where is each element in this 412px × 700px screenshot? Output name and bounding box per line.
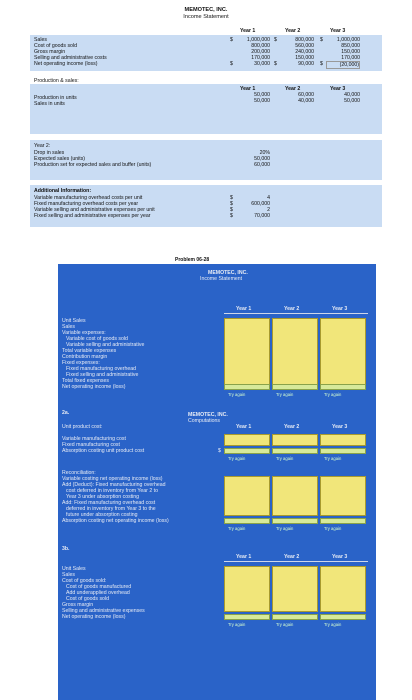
header-underline	[224, 313, 368, 314]
try-again-link[interactable]: Try again	[324, 392, 342, 397]
income-label-gross-margin: Gross margin	[34, 49, 66, 55]
try-again-link[interactable]: Try again	[228, 526, 246, 531]
income-value: 90,000	[298, 61, 314, 67]
row-label: Variable cost of goods sold	[66, 336, 128, 342]
year-3-reconciliation-cells[interactable]	[320, 476, 366, 516]
income-value: 1,000,000	[336, 37, 360, 43]
year-1-header: Year 1	[236, 306, 252, 312]
year-3-absorption-noi-cell[interactable]	[320, 518, 366, 524]
year-1-header: Year 1	[240, 86, 256, 92]
statement-title: Income Statement	[200, 276, 243, 282]
header-underline	[224, 561, 368, 562]
additional-value: 70,000	[254, 213, 270, 219]
year-2-absorption-cells[interactable]	[272, 566, 318, 612]
production-label: Sales in units	[34, 101, 65, 107]
row-label: Sales	[62, 324, 75, 330]
row-label: future under absorption costing	[66, 512, 138, 518]
income-label-cogs: Cost of goods sold	[34, 43, 77, 49]
year-1-final-noi-cell[interactable]	[224, 614, 270, 620]
problem-header-bar	[58, 256, 376, 264]
row-label: Add (Deduct): Fixed manufacturing overhead	[62, 482, 166, 488]
dollar-sign: $	[274, 37, 277, 43]
year-2-absorption-noi-cell[interactable]	[272, 518, 318, 524]
try-again-link[interactable]: Try again	[276, 526, 294, 531]
row-label: Absorption costing unit product cost	[62, 448, 145, 454]
year-2-value: 60,000	[254, 162, 270, 168]
dollar-sign: $	[230, 201, 233, 207]
year-1-header: Year 1	[236, 424, 252, 430]
production-value: 40,000	[344, 92, 360, 98]
row-label: Variable costing net operating income (loss)	[62, 476, 163, 482]
row-label: Unit product cost:	[62, 424, 103, 430]
row-label: Unit Sales	[62, 566, 86, 572]
try-again-link[interactable]: Try again	[276, 456, 294, 461]
year-3-unit-cost-cell[interactable]	[320, 448, 366, 454]
year-2-header: Year 2	[284, 424, 300, 430]
problem-title: Problem 06-28	[175, 257, 210, 263]
production-label: Production in units	[34, 95, 77, 101]
try-again-link[interactable]: Try again	[228, 456, 246, 461]
year-3-cost-cells[interactable]	[320, 434, 366, 446]
row-label: Year 3 under absorption costing	[66, 494, 140, 500]
row-label: Fixed manufacturing overhead	[66, 366, 137, 372]
computations-title: Computations	[188, 418, 221, 424]
company-name: MEMOTEC, INC.	[208, 270, 248, 276]
year-2-header: Year 2	[284, 306, 300, 312]
row-label: Sales	[62, 572, 75, 578]
row-label: Cost of goods sold:	[62, 578, 107, 584]
year-2-reconciliation-cells[interactable]	[272, 476, 318, 516]
dollar-sign: $	[218, 448, 221, 454]
row-label: deferred in inventory from Year 3 to the	[66, 506, 156, 512]
year-2-input-cells[interactable]	[272, 318, 318, 388]
income-value: 850,000	[341, 43, 360, 49]
row-label: Add: Fixed manufacturing overhead cost	[62, 500, 156, 506]
year-2-label: Drop in sales	[34, 150, 65, 156]
year-1-header: Year 1	[240, 28, 256, 34]
dollar-sign: $	[230, 37, 233, 43]
row-label: Fixed manufacturing cost	[62, 442, 120, 448]
row-label: Net operating income (loss)	[62, 614, 126, 620]
production-value: 50,000	[344, 98, 360, 104]
row-label: Fixed selling and administrative	[66, 372, 139, 378]
additional-label: Variable manufacturing overhead costs per unit	[34, 195, 143, 201]
computations-company: MEMOTEC, INC.	[188, 412, 228, 418]
income-value: 240,000	[295, 49, 314, 55]
year-1-absorption-noi-cell[interactable]	[224, 518, 270, 524]
production-value: 40,000	[298, 98, 314, 104]
income-value: (20,000)	[326, 61, 360, 69]
year-3-header: Year 3	[332, 424, 348, 430]
row-label: Variable selling and administrative	[66, 342, 145, 348]
try-again-link[interactable]: Try again	[324, 456, 342, 461]
additional-value: 2	[267, 207, 270, 213]
dollar-sign: $	[230, 207, 233, 213]
row-label: Variable expenses:	[62, 330, 106, 336]
statement-title: Income Statement	[183, 14, 229, 20]
income-value: 200,000	[251, 49, 270, 55]
additional-value: 600,000	[251, 201, 270, 207]
income-value: 800,000	[295, 37, 314, 43]
row-label: Cost of goods sold	[66, 596, 109, 602]
dollar-sign: $	[320, 61, 323, 67]
row-label: Cost of goods manufactured	[66, 584, 132, 590]
year-2-header: Year 2	[284, 554, 300, 560]
dollar-sign: $	[230, 195, 233, 201]
year-1-input-cells[interactable]	[224, 318, 270, 388]
income-value: 560,000	[295, 43, 314, 49]
income-label-noi: Net operating income (loss)	[34, 61, 98, 67]
try-again-link[interactable]: Try again	[324, 526, 342, 531]
year-3-input-cells[interactable]	[320, 318, 366, 388]
income-value: 170,000	[341, 55, 360, 61]
row-label: Gross margin	[62, 602, 94, 608]
row-label: Fixed expenses:	[62, 360, 100, 366]
try-again-link[interactable]: Try again	[276, 392, 294, 397]
year-1-reconciliation-cells[interactable]	[224, 476, 270, 516]
year-1-cost-cells[interactable]	[224, 434, 270, 446]
row-label: Contribution margin	[62, 354, 108, 360]
part-2a-label: 2a.	[62, 410, 70, 416]
row-label: Selling and administrative expenses	[62, 608, 145, 614]
year-3-noi-cell[interactable]	[320, 384, 366, 390]
year-2-header: Year 2:	[34, 143, 51, 149]
year-3-header: Year 3	[332, 554, 348, 560]
worksheet-area	[58, 264, 376, 700]
row-label: Net operating income (loss)	[62, 384, 126, 390]
dollar-sign: $	[320, 37, 323, 43]
row-label: Unit Sales	[62, 318, 86, 324]
dollar-sign: $	[230, 61, 233, 67]
dollar-sign: $	[274, 61, 277, 67]
row-label: Reconciliation:	[62, 470, 96, 476]
additional-label: Fixed manufacturing overhead costs per year	[34, 201, 139, 207]
year-2-label: Expected sales (units)	[34, 156, 86, 162]
part-3b-label: 3b.	[62, 546, 70, 552]
year-3-header: Year 3	[332, 306, 348, 312]
year-2-unit-cost-cell[interactable]	[272, 448, 318, 454]
additional-info-header: Additional Information:	[34, 188, 92, 194]
dollar-sign: $	[230, 213, 233, 219]
given-data-sheet	[30, 0, 382, 230]
year-3-absorption-cells[interactable]	[320, 566, 366, 612]
row-label: Total variable expenses	[62, 348, 117, 354]
row-label: cost deferred in inventory from Year 2 to	[66, 488, 158, 494]
row-label: Variable manufacturing cost	[62, 436, 126, 442]
try-again-link[interactable]: Try again	[228, 392, 246, 397]
income-label-selling-admin: Selling and administrative costs	[34, 55, 107, 61]
year-1-header: Year 1	[236, 554, 252, 560]
year-2-label: Production set for expected sales and buffer (units)	[34, 162, 152, 168]
year-1-absorption-cells[interactable]	[224, 566, 270, 612]
production-value: 60,000	[298, 92, 314, 98]
try-again-link[interactable]: Try again	[228, 622, 246, 627]
year-2-header: Year 2	[285, 28, 301, 34]
year-3-header: Year 3	[330, 86, 346, 92]
production-header: Production & sales:	[34, 78, 79, 84]
year-2-cost-cells[interactable]	[272, 434, 318, 446]
year-1-unit-cost-cell[interactable]	[224, 448, 270, 454]
company-name: MEMOTEC, INC.	[184, 7, 228, 13]
production-value: 50,000	[254, 98, 270, 104]
row-label: Absorption costing net operating income (loss)	[62, 518, 169, 524]
try-again-link[interactable]: Try again	[324, 622, 342, 627]
income-label-sales: Sales	[34, 37, 47, 43]
row-label: Total fixed expenses	[62, 378, 110, 384]
try-again-link[interactable]: Try again	[276, 622, 294, 627]
year-3-header: Year 3	[330, 28, 346, 34]
income-value: 30,000	[254, 61, 270, 67]
row-label: Add underapplied overhead	[66, 590, 130, 596]
income-value: 150,000	[341, 49, 360, 55]
year-2-value: 20%	[259, 150, 270, 156]
additional-label: Fixed selling and administrative expenses per year	[34, 213, 151, 219]
year-2-final-noi-cell[interactable]	[272, 614, 318, 620]
year-2-header: Year 2	[285, 86, 301, 92]
income-value: 1,000,000	[246, 37, 270, 43]
income-value: 800,000	[251, 43, 270, 49]
income-value: 150,000	[295, 55, 314, 61]
additional-label: Variable selling and administrative expenses per unit	[34, 207, 155, 213]
additional-value: 4	[267, 195, 270, 201]
year-3-final-noi-cell[interactable]	[320, 614, 366, 620]
production-value: 50,000	[254, 92, 270, 98]
income-value: 170,000	[251, 55, 270, 61]
year-2-noi-cell[interactable]	[272, 384, 318, 390]
year-2-value: 50,000	[254, 156, 270, 162]
year-1-noi-cell[interactable]	[224, 384, 270, 390]
